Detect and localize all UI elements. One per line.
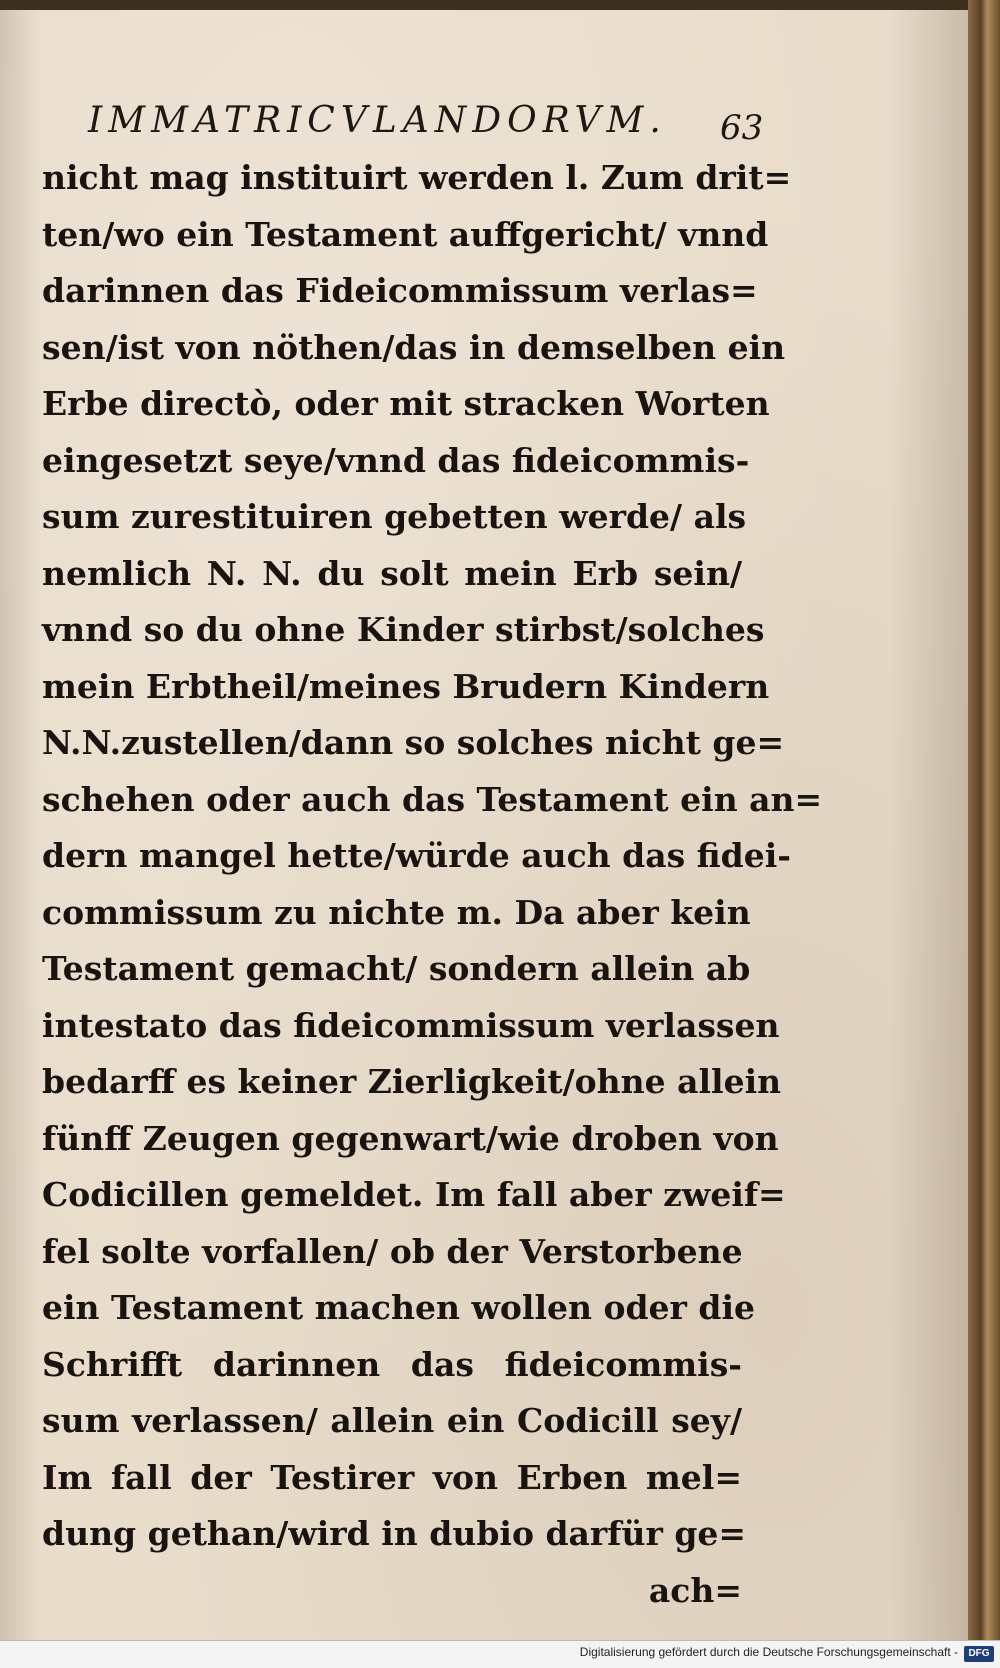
- text-line: Testament gemacht/ sondern allein ab: [42, 949, 751, 988]
- text-line: Im fall der Testirer von Erben mel=: [42, 1457, 742, 1497]
- text-line: dung gethan/wird in dubio darfür ge=: [42, 1514, 747, 1553]
- footer-credit: Digitalisierung gefördert durch die Deutsche Forschungsgemeinschaft -: [579, 1645, 958, 1659]
- text-line: dern mangel hette/würde auch das fidei-: [42, 836, 791, 875]
- text-line: eingesetzt seye/vnnd das fideicommis-: [42, 440, 750, 480]
- text-line: sen/ist von nöthen/das in demselben ein: [42, 327, 786, 367]
- text-line: ten/wo ein Testament auffgericht/ vnnd: [42, 214, 769, 254]
- text-line: schehen oder auch das Testament ein an=: [42, 779, 823, 819]
- footer-bar: [0, 1640, 1000, 1668]
- text-line: Schrifft darinnen das fideicommis-: [42, 1344, 742, 1384]
- text-line: nemlich N. N. du solt mein Erb sein/: [42, 553, 742, 593]
- text-line: N.N.zustellen/dann so solches nicht ge=: [42, 723, 785, 762]
- text-line: ein Testament machen wollen oder die: [42, 1288, 756, 1327]
- text-line: fel solte vorfallen/ ob der Verstorbene: [42, 1231, 743, 1271]
- text-line: nicht mag instituirt werden l. Zum drit=: [42, 158, 792, 197]
- text-line: ach=: [648, 1570, 742, 1610]
- text-line: Erbe directò, oder mit stracken Worten: [42, 384, 770, 423]
- text-line: sum zurestituiren gebetten werde/ als: [42, 497, 747, 536]
- top-edge: [0, 0, 968, 10]
- body-text: [42, 150, 823, 1619]
- page-shadow-left: [0, 0, 40, 1640]
- text-line: darinnen das Fideicommissum verlas=: [42, 271, 758, 310]
- text-line: mein Erbtheil/meines Brudern Kindern: [42, 666, 770, 706]
- text-line: Codicillen gemeldet. Im fall aber zweif=: [42, 1175, 786, 1214]
- text-line: vnnd so du ohne Kinder stirbst/solches: [42, 610, 765, 649]
- text-line: commissum zu nichte m. Da aber kein: [42, 892, 751, 932]
- text-line: sum verlassen/ allein ein Codicill sey/: [42, 1401, 742, 1440]
- running-header: IMMATRICVLANDORVM.: [88, 100, 667, 141]
- book-edge: [968, 0, 1000, 1640]
- text-line: fünff Zeugen gegenwart/wie droben von: [42, 1118, 779, 1158]
- text-line: bedarff es keiner Zierligkeit/ohne allein: [42, 1062, 782, 1101]
- text-line: intestato das fideicommissum verlassen: [42, 1005, 780, 1045]
- page-shadow-right: [888, 0, 968, 1640]
- dfg-logo[interactable]: DFG: [964, 1646, 994, 1662]
- page-number: 63: [720, 108, 764, 148]
